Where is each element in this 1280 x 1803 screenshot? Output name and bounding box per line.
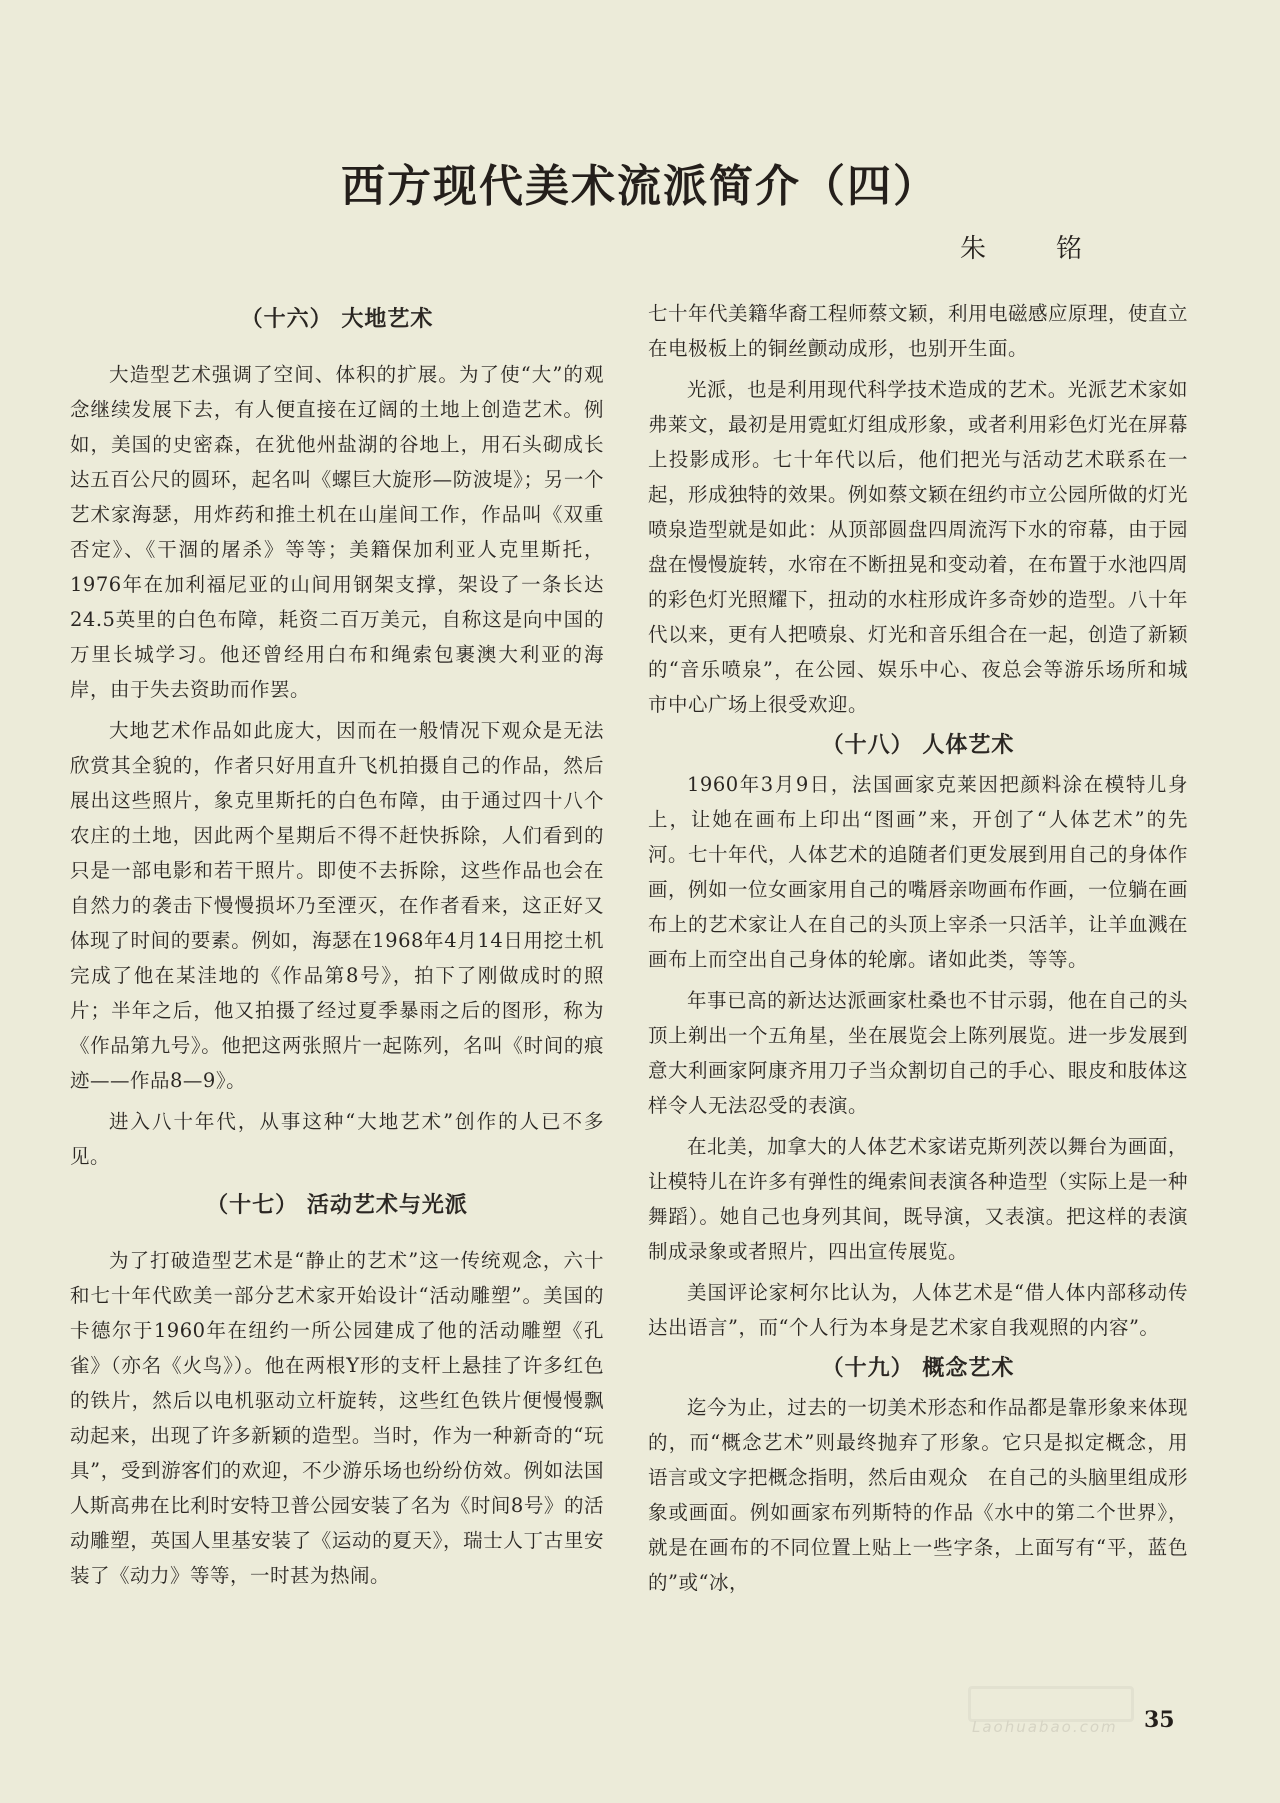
watermark-text: Laohuabao.com <box>972 1718 1118 1736</box>
left-column <box>70 292 604 1599</box>
paragraph: 美国评论家柯尔比认为，人体艺术是“借人体内部移动传达出语言”，而“个人行为本身是艺术家自我观照的内容”。 <box>648 1281 1188 1339</box>
section-heading-16: （十六） 大地艺术 <box>240 307 434 332</box>
section-heading-19: （十九） 概念艺术 <box>821 1356 1015 1381</box>
paragraph: 大地艺术作品如此庞大，因而在一般情况下观众是无法欣赏其全貌的，作者只好用直升飞机拍摄自己的作品，然后展出这些照片，象克里斯托的白色布障，由于通过四十八个农庄的土地，因此两个星期后不得不赶快拆除，人们看到的只是一部电影和若干照片。即使不去拆除，这些作品也会在自然力的袭击下慢慢损坏乃至湮灭，在作者看来，这正好又体现了时间的要素。例如，海瑟在1968年4月14日用挖土机完成了他在某洼地的《作品第8号》，拍下了刚做成时的照片；半年之后，他又拍摄了经过夏季暴雨之后的图形，称为《作品第九号》。他把这两张照片一起陈列，名叫《时间的痕迹——作品8—9》。 <box>70 719 604 1092</box>
paragraph: 大造型艺术强调了空间、体积的扩展。为了使“大”的观念继续发展下去，有人便直接在辽阔的土地上创造艺术。例如，美国的史密森，在犹他州盐湖的谷地上，用石头砌成长达五百公尺的圆环，起名叫《螺巨大旋形—防波堤》；另一个艺术家海瑟，用炸药和推土机在山崖间工作，作品叫《双重否定》、《干涸的屠杀》等等；美籍保加利亚人克里斯托，1976年在加利福尼亚的山间用钢架支撑，架设了一条长达24.5英里的白色布障，耗资二百万美元，自称这是向中国的万里长城学习。他还曾经用白布和绳索包裹澳大利亚的海岸，由于失去资助而作罢。 <box>70 363 604 701</box>
paragraph: 为了打破造型艺术是“静止的艺术”这一传统观念，六十和七十年代欧美一部分艺术家开始设计“活动雕塑”。美国的卡德尔于1960年在纽约一所公园建成了他的活动雕塑《孔雀》（亦名《火鸟》）。他在两根Y形的支杆上悬挂了许多红色的铁片，然后以电机驱动立杆旋转，这些红色铁片便慢慢飘动起来，出现了许多新颖的造型。当时，作为一种新奇的“玩具”，受到游客们的欢迎，不少游乐场也纷纷仿效。例如法国人斯高弗在比利时安特卫普公园安装了名为《时间8号》的活动雕塑，英国人里基安装了《运动的夏天》，瑞士人丁古里安装了《动力》等等，一时甚为热闹。 <box>70 1249 604 1587</box>
paragraph: 迄今为止，过去的一切美术形态和作品都是靠形象来体现的，而“概念艺术”则最终抛弃了形象。它只是拟定概念，用语言或文字把概念指明，然后由观众 在自己的头脑里组成形象或画面。例如画家布列斯特的作品《水中的第二个世界》，就是在画布的不同位置上贴上一些字条，上面写有“平，蓝色的”或“冰， <box>648 1396 1189 1594</box>
paragraph: 1960年3月9日，法国画家克莱因把颜料涂在模特儿身上，让她在画布上印出“图画”来，开创了“人体艺术”的先河。七十年代，人体艺术的追随者们更发展到用自己的身体作画，例如一位女画家用自己的嘴唇亲吻画布作画，一位躺在画布上的艺术家让人在自己的头顶上宰杀一只活羊，让羊血溅在画布上而空出自己身体的轮廓。诸如此类，等等。 <box>648 773 1189 971</box>
author-name: 朱 铭 <box>960 234 1105 264</box>
right-column <box>648 296 1188 1606</box>
watermark-logo <box>968 1686 1134 1722</box>
paragraph: 在北美，加拿大的人体艺术家诺克斯列茨以舞台为画面，让模特儿在许多有弹性的绳索间表演各种造型（实际上是一种舞蹈）。她自己也身列其间，既导演，又表演。把这样的表演制成录象或者照片，四出宣传展览。 <box>648 1135 1189 1263</box>
paragraph: 光派，也是利用现代科学技术造成的艺术。光派艺术家如弗莱文，最初是用霓虹灯组成形象，或者利用彩色灯光在屏幕上投影成形。七十年代以后，他们把光与活动艺术联系在一起，形成独特的效果。例如蔡文颖在纽约市立公园所做的灯光喷泉造型就是如此：从顶部圆盘四周流泻下水的帘幕，由于园盘在慢慢旋转，水帘在不断扭晃和变动着，在布置于水池四周的彩色灯光照耀下，扭动的水柱形成许多奇妙的造型。八十年代以来，更有人把喷泉、灯光和音乐组合在一起，创造了新颖的“音乐喷泉”，在公园、娱乐中心、夜总会等游乐场所和城市中心广场上很受欢迎。 <box>648 378 1189 716</box>
paragraph: 进入八十年代，从事这种“大地艺术”创作的人已不多见。 <box>70 1110 604 1168</box>
section-heading-17: （十七） 活动艺术与光派 <box>206 1193 468 1218</box>
paragraph: 年事已高的新达达派画家杜桑也不甘示弱，他在自己的头顶上剃出一个五角星，坐在展览会上陈列展览。进一步发展到意大利画家阿康齐用刀子当众割切自己的手心、眼皮和肢体这样令人无法忍受的表演。 <box>648 989 1189 1117</box>
article-title: 西方现代美术流派简介（四） <box>341 161 939 212</box>
section-heading-18: （十八） 人体艺术 <box>821 733 1015 758</box>
paragraph: 七十年代美籍华裔工程师蔡文颖，利用电磁感应原理，使直立在电极板上的铜丝颤动成形，也别开生面。 <box>648 302 1189 360</box>
page-number: 35 <box>1144 1707 1175 1733</box>
